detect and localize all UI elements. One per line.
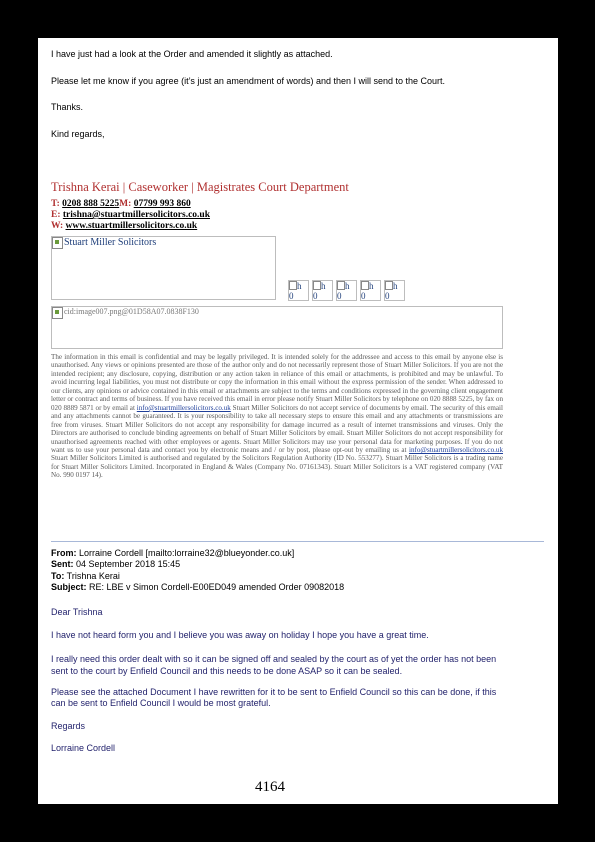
signature-phone-line [51,199,191,209]
broken-image-icon [337,281,345,290]
original-greeting: Dear Trishna [51,607,103,617]
page-number: 4164 [255,779,285,795]
broken-image-icon [313,281,321,290]
disclaimer-email-link-2[interactable]: info@stuartmillersolicitors.co.uk [408,445,503,454]
original-para-1: I have not heard form you and I believe you was away on holiday I hope you have a great time. [51,630,429,640]
from-label: From: [51,548,77,558]
disclaimer-text-c: Stuart Miller Solicitors Limited is authorised and regulated by the Solicitors Regulation Authority (ID No. 553277). Stuart Miller Solicitors is a trading name for Stuart Miller Solicitors Limited. Incorporated in England & Wales (Company No. 07161343). Stuart Miller Solicitors is a VAT registered company (VAT No. 990 0197 14). [51,454,503,480]
social-icon-4[interactable] [360,280,381,301]
mobile-label: M: [119,199,132,209]
mobile-number[interactable]: 07799 993 860 [133,199,191,209]
reply-line-2: Please let me know if you agree (it’s just an amendment of words) and then I will send to the Court. [51,76,446,86]
banner-image [51,306,503,349]
signature-email-line [51,210,210,220]
broken-image-icon [361,281,369,290]
disclaimer-text-a: The information in this email is confidential and may be legally privileged. It is intended solely for the addressee and access to this email by anyone else is unauthorised. Any views or opinions presented are those of the author only and do not necessarily represent those of Stuart Miller Solicitors. If you are not the intended recipient; any disclosure, copying, distribution or any action taken in reliance of this email or attachments, is prohibited and may be unlawful. To avoid incurring legal liabilities, you must not distribute or copy the information in this email without the express permission of the sender. When addressed to our clients, any opinions or advice contained in this email or attachments are subject to the terms and conditions expressed in the governing client engagement letter or contract and terms of business. If you have received this email in error please notify Stuart Miller Solicitors by telephone on 020 8888 5225, by fax on 020 8889 5871 or by email at [51,353,503,412]
header-to [51,571,120,581]
original-para-2-line-2: sent to the court by Enfield Council and this needs to be done ASAP so it can be sealed. [51,666,403,676]
reply-signoff: Kind regards, [51,129,105,139]
header-subject [51,582,344,592]
header-divider [51,541,544,542]
social-alt-text: h 0 [289,281,302,301]
social-alt-text: h 0 [313,281,326,301]
phone-label: T: [51,199,60,209]
broken-image-icon [52,307,63,319]
original-para-2-line-1: I really need this order dealt with so it can be signed off and sealed by the court as of yet the order has not been [51,654,497,664]
social-icon-2[interactable] [312,280,333,301]
email-label: E: [51,210,61,220]
from-value: Lorraine Cordell [mailto:lorraine32@blueyonder.co.uk] [79,548,295,558]
web-label: W: [51,221,64,231]
social-icon-3[interactable] [336,280,357,301]
subject-value: RE: LBE v Simon Cordell-E00ED049 amended Order 09082018 [89,582,345,592]
to-label: To: [51,571,65,581]
logo-alt-text: Stuart Miller Solicitors [64,237,157,248]
signature-web-link[interactable]: www.stuartmillersolicitors.co.uk [65,221,198,231]
signature-name-title: Trishna Kerai | Caseworker | Magistrates Court Department [51,180,349,194]
reply-line-1: I have just had a look at the Order and amended it slightly as attached. [51,49,333,59]
social-icon-5[interactable] [384,280,405,301]
broken-image-icon [385,281,393,290]
broken-image-icon [289,281,297,290]
banner-alt-text: cid:image007.png@01D58A07.0838F130 [64,307,199,316]
social-alt-text: h 0 [361,281,374,301]
subject-label: Subject: [51,582,87,592]
signature-email-link[interactable]: trishna@stuartmillersolicitors.co.uk [62,210,210,220]
legal-disclaimer [51,353,503,480]
social-alt-text: h 0 [337,281,350,301]
header-sent [51,559,180,569]
sent-label: Sent: [51,559,74,569]
original-para-3-line-1: Please see the attached Document I have rewritten for it to be sent to Enfield Council so this can be done, if this [51,687,497,697]
broken-image-icon [52,237,63,249]
firm-logo-image [51,236,276,300]
disclaimer-email-link-1[interactable]: info@stuartmillersolicitors.co.uk [136,403,231,412]
header-from [51,548,294,558]
to-value: Trishna Kerai [66,571,120,581]
document-page [38,38,558,804]
original-para-3-line-2: can be sent to Enfield Council I would be most grateful. [51,698,271,708]
reply-thanks: Thanks. [51,102,84,112]
original-regards: Regards [51,721,86,731]
signature-web-line [51,221,197,231]
social-icon-1[interactable] [288,280,309,301]
phone-number[interactable]: 0208 888 5225 [62,199,120,209]
disclaimer-text-b: Stuart Miller Solicitors do not accept service of documents by email. The security of this email and any attachments cannot be guaranteed. It is your responsibility to take all necessary steps to ensure this email and any attachments or transmissions are free from viruses. Stuart Miller Solicitors do not accept any responsibility for damage incurred as a result of internet transmissions and viruses. Only the Directors are authorised to conclude binding agreements on behalf of Stuart Miller Solicitors by email. Stuart Miller Solicitors do not accept responsibility for unauthorised agreements reached with other employees or agents. Stuart Miller Solicitors may use your personal data for marketing purposes. If you do not want us to use your personal data and contact you by electronic means and / or by post, please opt-out by emailing us at [51,403,503,454]
sent-value: 04 September 2018 15:45 [76,559,181,569]
original-sender-name: Lorraine Cordell [51,743,116,753]
social-alt-text: h 0 [385,281,398,301]
